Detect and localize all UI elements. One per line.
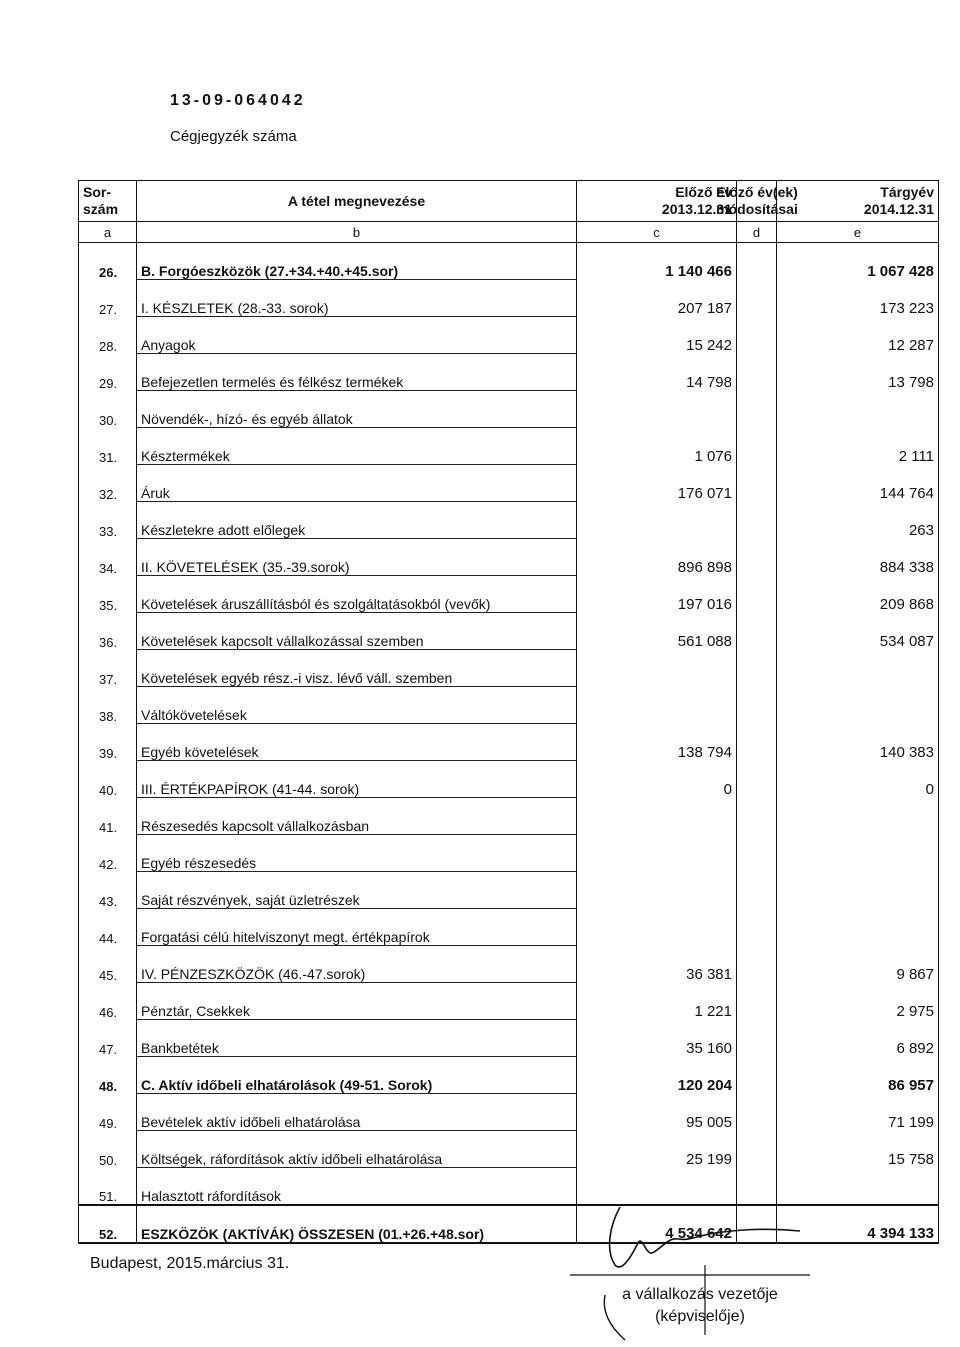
modification-cell	[737, 428, 777, 465]
previous-year-cell: 35 160	[577, 1020, 737, 1057]
previous-year-cell: 197 016	[577, 576, 737, 613]
row-number-cell: 38.	[79, 687, 137, 724]
current-year-cell: 4 394 133	[777, 1205, 939, 1243]
signatory-role-line1: a vállalkozás vezetője	[622, 1286, 778, 1303]
row-number-cell: 47.	[79, 1020, 137, 1057]
previous-year-cell: 207 187	[577, 280, 737, 317]
current-year-cell: 15 758	[777, 1131, 939, 1168]
header-row-number-line2: szám	[83, 201, 119, 217]
modification-cell	[737, 835, 777, 872]
item-name-cell: Követelések egyéb rész.-i visz. lévő váll. szemben	[137, 650, 577, 687]
row-number-cell: 41.	[79, 798, 137, 835]
item-name-cell: Váltókövetelések	[137, 687, 577, 724]
modification-cell	[737, 317, 777, 354]
item-name-cell: Pénztár, Csekkek	[137, 983, 577, 1020]
table-body	[79, 243, 939, 1244]
column-letter: c	[577, 222, 737, 243]
table-row	[79, 502, 939, 539]
modification-cell	[737, 354, 777, 391]
item-name-cell: ESZKÖZÖK (AKTÍVÁK) ÖSSZESEN (01.+26.+48.sor)	[137, 1205, 577, 1243]
company-registration-label: Cégjegyzék száma	[170, 128, 297, 145]
row-number-cell: 32.	[79, 465, 137, 502]
table-row	[79, 280, 939, 317]
previous-year-cell	[577, 650, 737, 687]
header-previous-year-line1: Előző év	[675, 184, 732, 200]
previous-year-cell: 0	[577, 761, 737, 798]
balance-sheet-table	[78, 180, 939, 1244]
table-row	[79, 465, 939, 502]
row-number-cell: 34.	[79, 539, 137, 576]
table-row	[79, 761, 939, 798]
table-row	[79, 1131, 939, 1168]
item-name-cell: Bevételek aktív időbeli elhatárolása	[137, 1094, 577, 1131]
item-name-cell: Forgatási célú hitelviszonyt megt. értékpapírok	[137, 909, 577, 946]
item-name-cell: C. Aktív időbeli elhatárolások (49-51. Sorok)	[137, 1057, 577, 1094]
item-name-cell: Költségek, ráfordítások aktív időbeli elhatárolása	[137, 1131, 577, 1168]
current-year-cell	[777, 391, 939, 428]
previous-year-cell	[577, 687, 737, 724]
previous-year-cell: 4 534 642	[577, 1205, 737, 1243]
modification-cell	[737, 724, 777, 761]
item-name-cell: Egyéb részesedés	[137, 835, 577, 872]
previous-year-cell: 120 204	[577, 1057, 737, 1094]
row-number-cell: 49.	[79, 1094, 137, 1131]
table-row	[79, 576, 939, 613]
current-year-cell	[777, 835, 939, 872]
signatory-role-line2: (képviselője)	[655, 1308, 745, 1325]
column-letter: b	[137, 222, 577, 243]
row-number-cell: 37.	[79, 650, 137, 687]
item-name-cell: Bankbetétek	[137, 1020, 577, 1057]
previous-year-cell: 1 221	[577, 983, 737, 1020]
table-row	[79, 909, 939, 946]
modification-cell	[737, 1020, 777, 1057]
current-year-cell: 6 892	[777, 1020, 939, 1057]
item-name-cell: IV. PÉNZESZKÖZÖK (46.-47.sorok)	[137, 946, 577, 983]
row-number-cell: 36.	[79, 613, 137, 650]
row-number-cell: 27.	[79, 280, 137, 317]
item-name-cell: Saját részvények, saját üzletrészek	[137, 872, 577, 909]
header-row-number-line1: Sor-	[83, 184, 111, 200]
table-row	[79, 613, 939, 650]
table-row	[79, 798, 939, 835]
row-number-cell: 50.	[79, 1131, 137, 1168]
previous-year-cell	[577, 391, 737, 428]
item-name-cell: Követelések áruszállításból és szolgáltatásokból (vevők)	[137, 576, 577, 613]
table-row	[79, 687, 939, 724]
modification-cell	[737, 798, 777, 835]
header-modifications-line2: módosításai	[716, 201, 798, 217]
current-year-cell: 71 199	[777, 1094, 939, 1131]
row-number-cell: 45.	[79, 946, 137, 983]
previous-year-cell: 25 199	[577, 1131, 737, 1168]
current-year-cell: 1 067 428	[777, 243, 939, 280]
modification-cell	[737, 650, 777, 687]
current-year-cell: 140 383	[777, 724, 939, 761]
row-number-cell: 31.	[79, 428, 137, 465]
current-year-cell: 12 287	[777, 317, 939, 354]
modification-cell	[737, 465, 777, 502]
row-number-cell: 44.	[79, 909, 137, 946]
header-row-number	[79, 181, 137, 222]
header-modifications	[716, 181, 798, 222]
item-name-cell: Követelések kapcsolt vállalkozással szemben	[137, 613, 577, 650]
previous-year-cell: 36 381	[577, 946, 737, 983]
previous-year-cell: 561 088	[577, 613, 737, 650]
item-name-cell: B. Forgóeszközök (27.+34.+40.+45.sor)	[137, 243, 577, 280]
item-name-cell: I. KÉSZLETEK (28.-33. sorok)	[137, 280, 577, 317]
row-number-cell: 28.	[79, 317, 137, 354]
item-name-cell: Befejezetlen termelés és félkész termékek	[137, 354, 577, 391]
current-year-cell: 2 111	[777, 428, 939, 465]
current-year-cell: 534 087	[777, 613, 939, 650]
modification-cell	[737, 761, 777, 798]
current-year-cell: 884 338	[777, 539, 939, 576]
current-year-cell: 144 764	[777, 465, 939, 502]
modification-cell	[737, 1094, 777, 1131]
current-year-cell: 2 975	[777, 983, 939, 1020]
table-row	[79, 317, 939, 354]
previous-year-cell	[577, 909, 737, 946]
modification-cell	[737, 613, 777, 650]
column-letter: e	[777, 222, 939, 243]
table-row	[79, 428, 939, 465]
previous-year-cell: 95 005	[577, 1094, 737, 1131]
row-number-cell: 29.	[79, 354, 137, 391]
row-number-cell: 40.	[79, 761, 137, 798]
modification-cell	[737, 576, 777, 613]
current-year-cell: 209 868	[777, 576, 939, 613]
current-year-cell: 263	[777, 502, 939, 539]
previous-year-cell	[577, 835, 737, 872]
previous-year-cell: 1 076	[577, 428, 737, 465]
item-name-cell: Halasztott ráfordítások	[137, 1168, 577, 1206]
current-year-cell: 9 867	[777, 946, 939, 983]
modification-cell	[737, 909, 777, 946]
previous-year-cell: 1 140 466	[577, 243, 737, 280]
item-name-cell: Növendék-, hízó- és egyéb állatok	[137, 391, 577, 428]
previous-year-cell	[577, 798, 737, 835]
place-and-date: Budapest, 2015.március 31.	[90, 1255, 290, 1272]
table-row	[79, 1020, 939, 1057]
header-current-year-line2: 2014.12.31	[863, 201, 934, 217]
column-letter-row	[79, 222, 939, 243]
row-number-cell: 33.	[79, 502, 137, 539]
current-year-cell: 13 798	[777, 354, 939, 391]
current-year-cell	[777, 872, 939, 909]
previous-year-cell: 138 794	[577, 724, 737, 761]
modification-cell	[737, 280, 777, 317]
table-row	[79, 391, 939, 428]
header-modifications-line1: Előző év(ek)	[716, 184, 798, 200]
header-item-name: A tétel megnevezése	[137, 181, 577, 222]
row-number-cell: 51.	[79, 1168, 137, 1206]
row-number-cell: 39.	[79, 724, 137, 761]
modification-cell	[737, 946, 777, 983]
table-row	[79, 835, 939, 872]
current-year-cell	[777, 687, 939, 724]
current-year-cell: 0	[777, 761, 939, 798]
modification-cell	[737, 502, 777, 539]
table-row	[79, 983, 939, 1020]
table-row	[79, 724, 939, 761]
modification-cell	[737, 243, 777, 280]
table-row	[79, 243, 939, 280]
row-number-cell: 52.	[79, 1205, 137, 1243]
signatory-role	[600, 1284, 800, 1328]
item-name-cell: Áruk	[137, 465, 577, 502]
current-year-cell	[777, 650, 939, 687]
current-year-cell	[777, 798, 939, 835]
row-number-cell: 48.	[79, 1057, 137, 1094]
item-name-cell: Késztermékek	[137, 428, 577, 465]
column-letter: a	[79, 222, 137, 243]
modification-cell	[737, 391, 777, 428]
table-header-row	[79, 181, 939, 222]
header-current-year-line1: Tárgyév	[880, 184, 934, 200]
current-year-cell	[777, 909, 939, 946]
modification-cell	[737, 1057, 777, 1094]
previous-year-cell	[577, 502, 737, 539]
table-row	[79, 539, 939, 576]
previous-year-cell	[577, 872, 737, 909]
row-number-cell: 30.	[79, 391, 137, 428]
row-number-cell: 46.	[79, 983, 137, 1020]
table-row	[79, 650, 939, 687]
item-name-cell: III. ÉRTÉKPAPÍROK (41-44. sorok)	[137, 761, 577, 798]
current-year-cell: 86 957	[777, 1057, 939, 1094]
item-name-cell: Anyagok	[137, 317, 577, 354]
item-name-cell: Készletekre adott előlegek	[137, 502, 577, 539]
item-name-cell: Részesedés kapcsolt vállalkozásban	[137, 798, 577, 835]
table-row	[79, 946, 939, 983]
modification-cell	[737, 1131, 777, 1168]
modification-cell	[737, 983, 777, 1020]
row-number-cell: 26.	[79, 243, 137, 280]
item-name-cell: Egyéb követelések	[137, 724, 577, 761]
modification-cell	[737, 872, 777, 909]
table-row	[79, 1057, 939, 1094]
row-number-cell: 43.	[79, 872, 137, 909]
previous-year-cell: 15 242	[577, 317, 737, 354]
table-row	[79, 872, 939, 909]
item-name-cell: II. KÖVETELÉSEK (35.-39.sorok)	[137, 539, 577, 576]
header-previous-year-line2: 2013.12.31	[661, 201, 732, 217]
row-number-cell: 35.	[79, 576, 137, 613]
current-year-cell: 173 223	[777, 280, 939, 317]
modification-cell	[737, 539, 777, 576]
previous-year-cell: 176 071	[577, 465, 737, 502]
previous-year-cell: 14 798	[577, 354, 737, 391]
table-row	[79, 354, 939, 391]
table-row	[79, 1094, 939, 1131]
column-letter: d	[737, 222, 777, 243]
row-number-cell: 42.	[79, 835, 137, 872]
previous-year-cell: 896 898	[577, 539, 737, 576]
modification-cell	[737, 687, 777, 724]
company-registration-number: 13-09-064042	[170, 92, 306, 109]
